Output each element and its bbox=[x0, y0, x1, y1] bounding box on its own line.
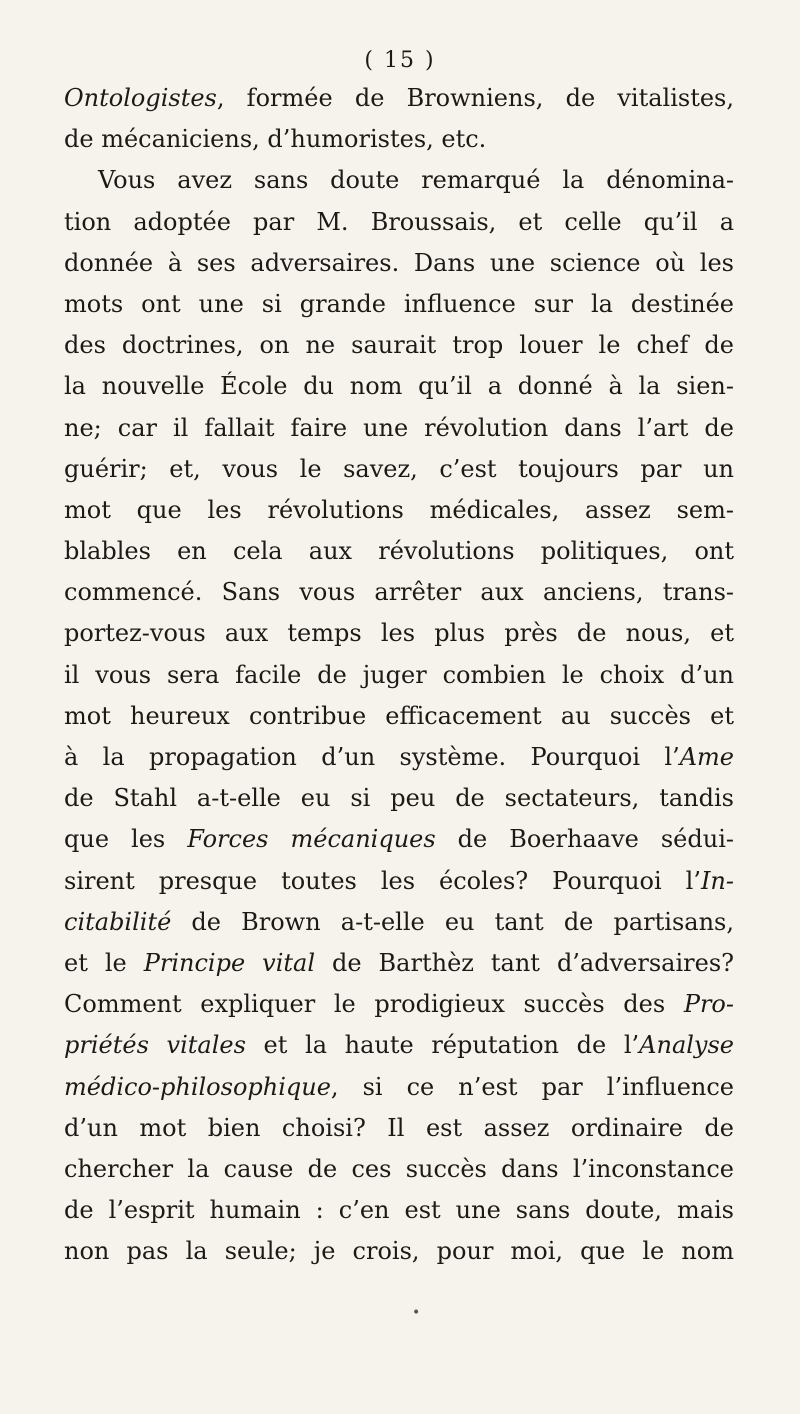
text-run: de Boerhaave sédui- bbox=[435, 825, 734, 854]
text-line bbox=[64, 408, 734, 449]
text-run: portez-vous aux temps les plus près de nous, et bbox=[64, 619, 734, 648]
text-run: mot que les révolutions médicales, assez sem- bbox=[64, 495, 734, 524]
print-speck-icon: • bbox=[412, 1305, 421, 1321]
body-text bbox=[64, 78, 734, 1272]
text-run: de mécaniciens, d’humoristes, etc. bbox=[64, 125, 487, 154]
text-line bbox=[64, 78, 734, 119]
italic-term: Analyse bbox=[639, 1031, 734, 1060]
text-run: mots ont une si grande influence sur la destinée bbox=[64, 289, 734, 318]
text-line bbox=[64, 284, 734, 325]
text-run: , formée de Browniens, de vitalistes, bbox=[216, 84, 734, 112]
text-line bbox=[64, 119, 734, 160]
text-run: blables en cela aux révolutions politiques, ont bbox=[64, 537, 734, 566]
text-run: donnée à ses adversaires. Dans une science où les bbox=[64, 248, 734, 277]
text-line bbox=[64, 655, 734, 696]
text-run: Comment expliquer le prodigieux succès des bbox=[64, 990, 684, 1019]
text-line bbox=[64, 572, 734, 613]
text-run: Vous avez sans doute remarqué la dénomina- bbox=[98, 166, 734, 195]
text-run: d’un mot bien choisi? Il est assez ordinaire de bbox=[64, 1113, 734, 1142]
text-line bbox=[64, 984, 734, 1025]
text-run: la nouvelle École du nom qu’il a donné à la sien- bbox=[64, 372, 734, 401]
text-line bbox=[64, 819, 734, 860]
text-run: commencé. Sans vous arrêter aux anciens, trans- bbox=[64, 578, 734, 607]
text-run: à la propagation d’un système. Pourquoi l’ bbox=[64, 743, 680, 771]
text-run: de l’esprit humain : c’en est une sans doute, mais bbox=[64, 1196, 734, 1225]
text-run: et la haute réputation de l’ bbox=[245, 1031, 640, 1060]
italic-term: Ame bbox=[679, 743, 734, 771]
text-run: des doctrines, on ne saurait trop louer le chef de bbox=[64, 331, 734, 360]
italic-term: Pro- bbox=[683, 990, 734, 1019]
text-line bbox=[64, 613, 734, 654]
text-line bbox=[64, 160, 734, 201]
italic-term: citabilité bbox=[64, 907, 172, 936]
italic-term: médico-philosophique bbox=[64, 1072, 331, 1101]
text-line bbox=[64, 531, 734, 572]
text-line bbox=[64, 1231, 734, 1272]
italic-term: Principe vital bbox=[143, 948, 315, 977]
text-run: chercher la cause de ces succès dans l’inconstance bbox=[64, 1154, 734, 1183]
text-run: ne; car il fallait faire une révolution dans l’art de bbox=[64, 413, 734, 442]
text-line bbox=[64, 202, 734, 243]
text-run: de Stahl a-t-elle eu si peu de sectateurs, tandis bbox=[64, 784, 734, 813]
text-run: que les bbox=[64, 825, 188, 854]
text-line bbox=[64, 861, 734, 902]
text-run: , si ce n’est par l’influence bbox=[330, 1072, 734, 1101]
text-line bbox=[64, 1067, 734, 1108]
text-line bbox=[64, 366, 734, 407]
text-line bbox=[64, 243, 734, 284]
text-run: tion adoptée par M. Broussais, et celle qu’il a bbox=[64, 207, 734, 236]
text-line bbox=[64, 490, 734, 531]
italic-term: Ontologistes bbox=[64, 84, 217, 112]
text-line bbox=[64, 1190, 734, 1231]
text-line bbox=[64, 943, 734, 984]
text-run: il vous sera facile de juger combien le choix d’un bbox=[64, 660, 734, 689]
text-run: et le bbox=[64, 948, 144, 977]
text-run: guérir; et, vous le savez, c’est toujours par un bbox=[64, 454, 734, 483]
text-run: mot heureux contribue efficacement au succès et bbox=[64, 701, 734, 730]
text-line bbox=[64, 1108, 734, 1149]
text-line bbox=[64, 778, 734, 819]
text-run: de Barthèz tant d’adversaires? bbox=[315, 948, 734, 977]
text-run: non pas la seule; je crois, pour moi, que le nom bbox=[64, 1237, 734, 1266]
page-number: ( 15 ) bbox=[364, 48, 436, 73]
italic-term: priétés vitales bbox=[64, 1031, 246, 1060]
italic-term: In- bbox=[700, 866, 734, 895]
text-line bbox=[64, 737, 734, 778]
text-line bbox=[64, 1025, 734, 1066]
text-line bbox=[64, 902, 734, 943]
text-line bbox=[64, 1149, 734, 1190]
italic-term: Forces mécaniques bbox=[187, 825, 436, 854]
text-line bbox=[64, 696, 734, 737]
text-run: sirent presque toutes les écoles? Pourquoi l’ bbox=[64, 866, 701, 895]
text-run: de Brown a-t-elle eu tant de partisans, bbox=[171, 907, 734, 936]
text-line bbox=[64, 325, 734, 366]
text-line bbox=[64, 449, 734, 490]
